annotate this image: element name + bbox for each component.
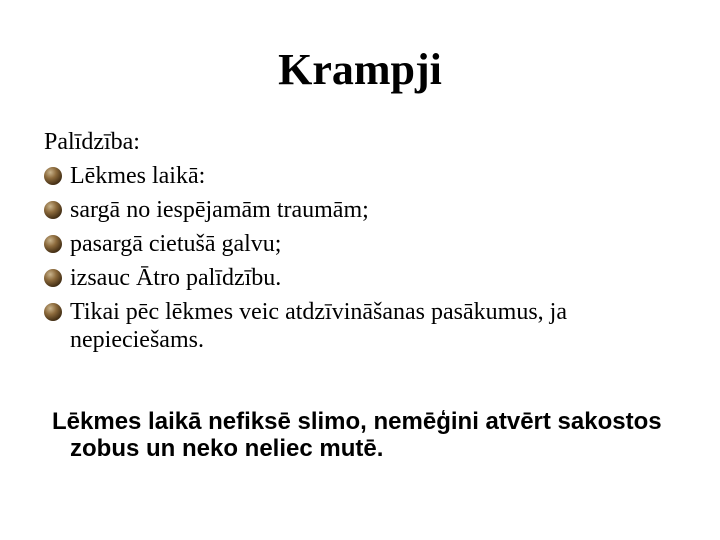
bullet-list — [44, 162, 684, 360]
bullet-ball-icon — [44, 167, 62, 185]
bullet-ball-icon — [44, 201, 62, 219]
bullet-ball-icon — [44, 235, 62, 253]
list-item — [44, 162, 684, 190]
list-item-text: izsauc Ātro palīdzību. — [70, 265, 282, 291]
list-item — [44, 196, 684, 224]
help-heading: Palīdzība: — [44, 129, 140, 155]
list-item-text: Lēkmes laikā: — [70, 163, 206, 189]
list-item-text: Tikai pēc lēkmes veic atdzīvināšanas pasākumus, ja nepieciešams. — [70, 299, 567, 353]
warning-note: Lēkmes laikā nefiksē slimo, nemēģini atvērt sakostos zobus un neko neliec mutē. — [52, 408, 662, 462]
list-item — [44, 298, 684, 354]
bullet-ball-icon — [44, 303, 62, 321]
list-item-text: sargā no iespējamām traumām; — [70, 197, 369, 223]
list-item — [44, 230, 684, 258]
list-item-text: pasargā cietušā galvu; — [70, 231, 282, 257]
bullet-ball-icon — [44, 269, 62, 287]
slide-title: Krampji — [278, 45, 442, 94]
list-item — [44, 264, 684, 292]
